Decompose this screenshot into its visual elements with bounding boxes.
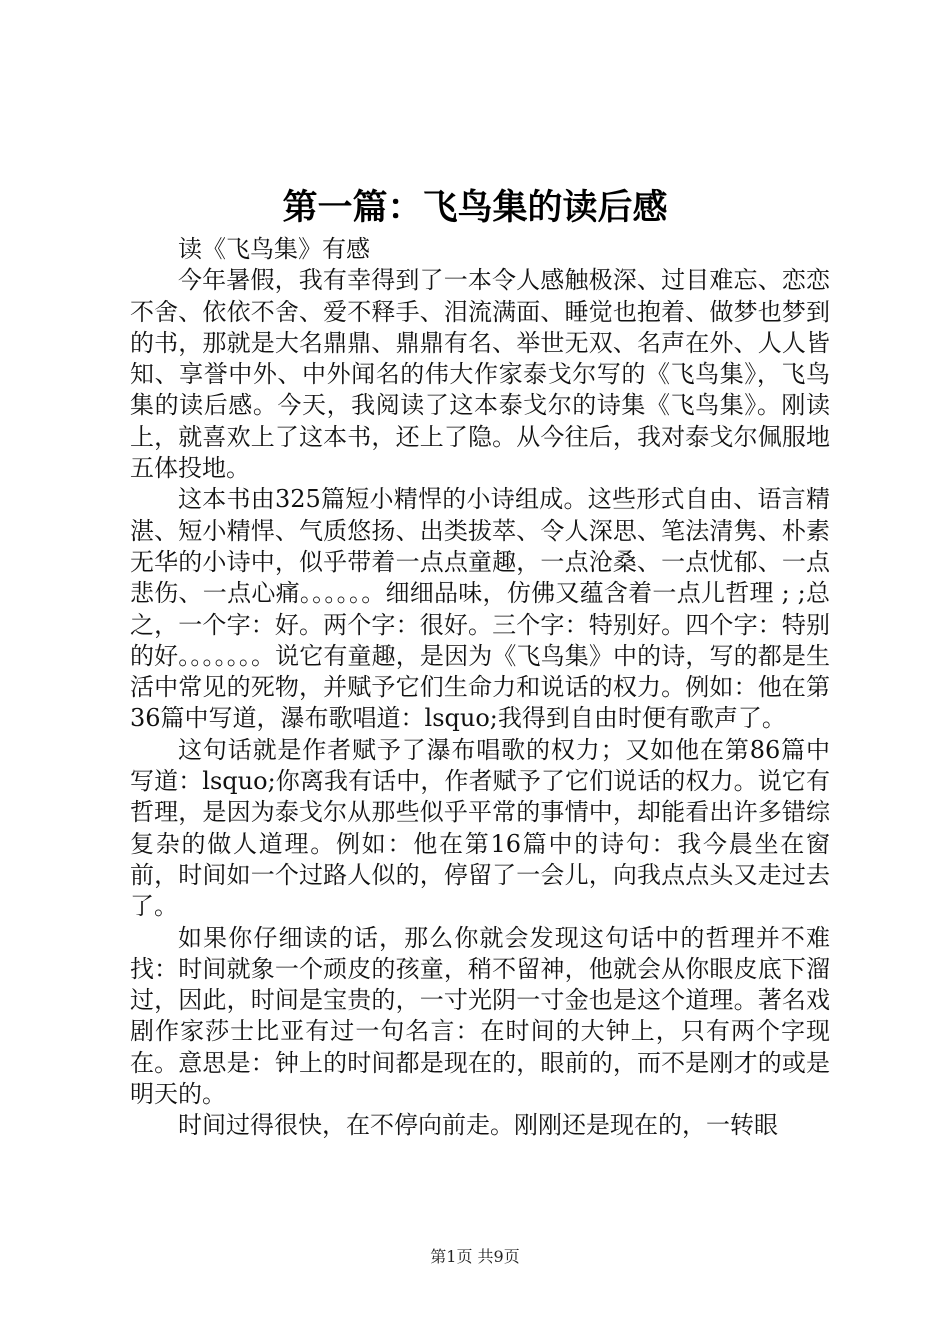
paragraph: 这本书由325篇短小精悍的小诗组成。这些形式自由、语言精湛、短小精悍、气质悠扬、出类拔萃、令人深思、笔法清隽、朴素无华的小诗中，似乎带着一点点童趣，一点沧桑、一点忧郁、一点悲伤、一点心痛。。。。。。细细品味，仿佛又蕴含着一点儿哲理 ; ;总之，一个字：好。两个字：很好。三个字：特别好。四个字：特别的好。。。。。。。说它有童趣，是因为《飞鸟集》中的诗，写的都是生活中常见的死物，并赋予它们生命力和说话的权力。例如：他在第36篇中写道，瀑布歌唱道：lsquo;我得到自由时便有歌声了。 [130, 485, 830, 733]
paragraph: 今年暑假，我有幸得到了一本令人感触极深、过目难忘、恋恋不舍、依依不舍、爱不释手、泪流满面、睡觉也抱着、做梦也梦到的书，那就是大名鼎鼎、鼎鼎有名、举世无双、名声在外、人人皆知、享誉中外、中外闻名的伟大作家泰戈尔写的《飞鸟集》，飞鸟集的读后感。今天，我阅读了这本泰戈尔的诗集《飞鸟集》。刚读上，就喜欢上了这本书，还上了隐。从今往后，我对泰戈尔佩服地五体投地。 [130, 266, 830, 483]
paragraph: 如果你仔细读的话，那么你就会发现这句话中的哲理并不难找：时间就象一个顽皮的孩童，稍不留神，他就会从你眼皮底下溜过，因此，时间是宝贵的，一寸光阴一寸金也是这个道理。著名戏剧作家莎士比亚有过一句名言：在时间的大钟上，只有两个字现在。意思是：钟上的时间都是现在的，眼前的，而不是刚才的或是明天的。 [130, 923, 830, 1109]
document-title: 第一篇：飞鸟集的读后感 [282, 187, 668, 228]
document-body [130, 234, 830, 1142]
paragraph: 这句话就是作者赋予了瀑布唱歌的权力；又如他在第86篇中写道：lsquo;你离我有话中，作者赋予了它们说话的权力。说它有哲理，是因为泰戈尔从那些似乎平常的事情中，却能看出许多错综复杂的做人道理。例如：他在第16篇中的诗句：我今晨坐在窗前，时间如一个过路人似的，停留了一会儿，向我点点头又走过去了。 [130, 735, 830, 921]
paragraph: 时间过得很快，在不停向前走。刚刚还是现在的，一转眼 [178, 1111, 778, 1140]
document-subtitle: 读《飞鸟集》有感 [178, 235, 370, 263]
page-number-footer: 第1页 共9页 [430, 1247, 520, 1266]
